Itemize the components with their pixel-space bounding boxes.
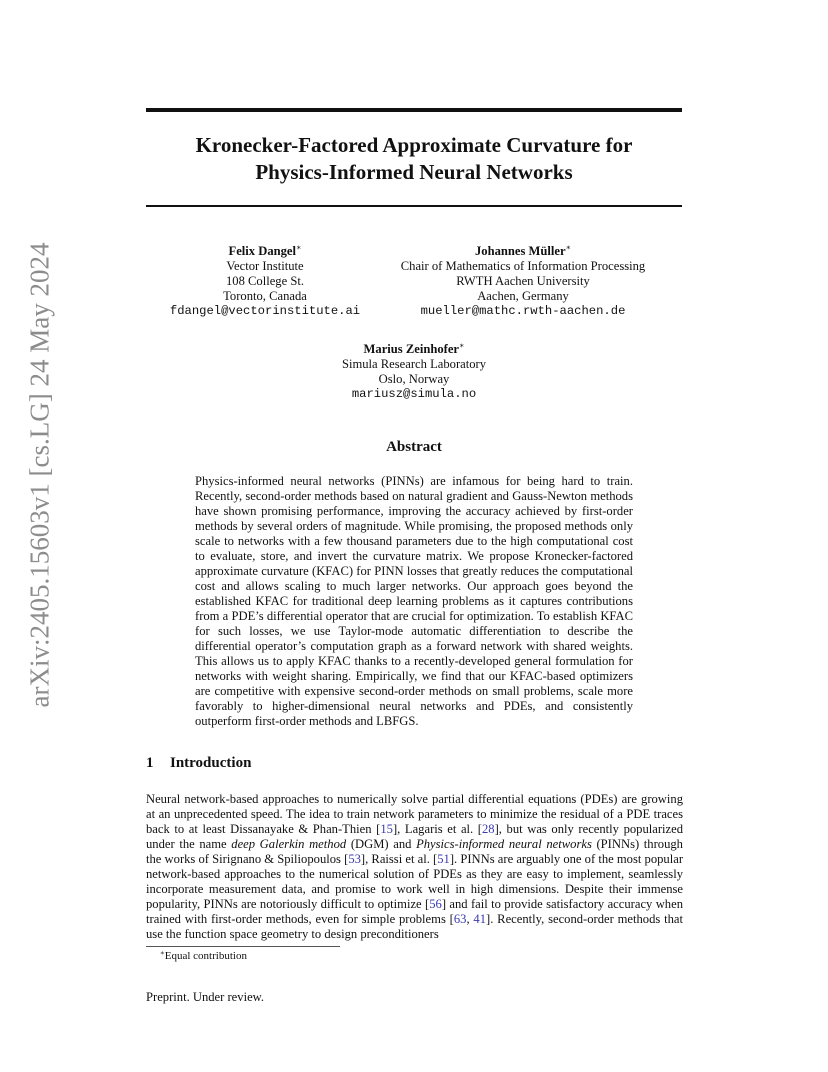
preprint-note: Preprint. Under review. bbox=[146, 990, 265, 1004]
text-run: ]. Recently, second-order methods that use the function space geometry to design preconditioners bbox=[146, 912, 684, 941]
citation-link[interactable]: 28 bbox=[482, 822, 495, 836]
author-block bbox=[150, 244, 380, 319]
paper-title bbox=[146, 132, 682, 186]
author-affiliation: Oslo, Norway bbox=[378, 372, 450, 386]
emphasized-term: Physics-informed neural networks bbox=[416, 837, 592, 851]
section-number: 1 bbox=[146, 755, 154, 771]
citation-link[interactable]: 56 bbox=[429, 897, 442, 911]
author-name: Marius Zeinhofer bbox=[363, 342, 460, 356]
title-line: Kronecker-Factored Approximate Curvature for bbox=[195, 133, 633, 157]
author-affiliation: RWTH Aachen University bbox=[456, 274, 590, 288]
author-affiliation: Aachen, Germany bbox=[477, 289, 569, 303]
text-run: ]. PINNs are arguably one of the most popular network-based approaches to the numerical solution of PDEs as they are easy to implement, seamlessly incorporate measurement data, and promise to work well in high dimensions. Despite their immense popularity, PINNs are notoriously difficult to optimize [ bbox=[146, 852, 684, 911]
author-block bbox=[380, 244, 666, 319]
text-run: ], but was only recently popularized under the name bbox=[146, 822, 684, 851]
top-rule bbox=[146, 108, 682, 112]
citation-link[interactable]: 15 bbox=[380, 822, 393, 836]
author-block bbox=[300, 342, 528, 402]
author-email[interactable]: fdangel@vectorinstitute.ai bbox=[169, 304, 361, 318]
emphasized-term: deep Galerkin method bbox=[231, 837, 347, 851]
footnote-rule bbox=[146, 946, 340, 947]
text-run: ], Lagaris et al. [ bbox=[392, 822, 482, 836]
text-run: (PINNs) through the works of Sirignano & Spiliopoulos [ bbox=[146, 837, 683, 866]
footnote bbox=[160, 950, 247, 962]
text-run: (DGM) and bbox=[346, 837, 417, 851]
abstract-heading: Abstract bbox=[386, 439, 442, 455]
text-run: , bbox=[466, 912, 474, 926]
abstract-text: Physics-informed neural networks (PINNs) are infamous for being hard to train. Recently, second-order methods based on natural gradient and Gauss-Newton methods have shown promising performance, improving the accuracy achieved by first-order methods by several orders of magnitude. While promising, the proposed methods only scale to networks with a few thousand parameters due to the high computational cost to evaluate, store, and invert the curvature matrix. We propose Kronecker-factored approximate curvature (KFAC) for PINN losses that greatly reduces the computational cost and allows scaling to much larger networks. Our approach goes beyond the established KFAC for traditional deep learning problems as it captures contributions from a PDE’s differential operator that are crucial for optimization. To establish KFAC for such losses, we use Taylor-mode automatic differentiation to describe the differential operator’s computation graph as a forward network with shared weights. This allows us to apply KFAC thanks to a recently-developed general formulation for networks with weight sharing. Empirically, we find that our KFAC-based optimizers are competitive with expensive second-order methods on small problems, scale more favorably to higher-dimensional neural networks and PDEs, and consistently outperform first-order methods and LBFGS. bbox=[195, 474, 633, 728]
title-line: Physics-Informed Neural Networks bbox=[255, 160, 573, 184]
equal-contribution-mark: ∗ bbox=[296, 243, 302, 252]
equal-contribution-mark: ∗ bbox=[459, 341, 465, 350]
author-affiliation: Toronto, Canada bbox=[223, 289, 307, 303]
footnote-text: Equal contribution bbox=[164, 950, 247, 962]
section-heading bbox=[146, 755, 251, 772]
citation-link[interactable]: 63 bbox=[453, 912, 467, 926]
author-affiliation: Vector Institute bbox=[226, 259, 304, 273]
citation-link[interactable]: 53 bbox=[348, 852, 361, 866]
footnote-mark: ∗ bbox=[160, 949, 165, 957]
introduction-paragraph bbox=[146, 792, 683, 942]
arxiv-identifier-stamp: arXiv:2405.15603v1 [cs.LG] 24 May 2024 bbox=[24, 242, 55, 708]
author-name: Johannes Müller bbox=[474, 244, 566, 258]
section-title: Introduction bbox=[170, 755, 252, 771]
author-name: Felix Dangel bbox=[228, 244, 297, 258]
author-email[interactable]: mueller@mathc.rwth-aachen.de bbox=[420, 304, 626, 318]
author-affiliation: Chair of Mathematics of Information Processing bbox=[400, 259, 646, 273]
text-run: Neural network-based approaches to numerically solve partial differential equations (PDEs) are growing at an unprecedented speed. The idea to train network parameters to minimize the residual of a PDE traces back to at least Dissanayake & Phan-Thien [ bbox=[146, 792, 683, 836]
citation-link[interactable]: 51 bbox=[437, 852, 450, 866]
title-rule bbox=[146, 205, 682, 207]
author-affiliation: 108 College St. bbox=[225, 274, 304, 288]
text-run: ] and fail to provide satisfactory accuracy when trained with first-order methods, even for simple problems [ bbox=[146, 897, 683, 926]
equal-contribution-mark: ∗ bbox=[565, 243, 572, 252]
author-email[interactable]: mariusz@simula.no bbox=[351, 387, 477, 401]
author-affiliation: Simula Research Laboratory bbox=[341, 357, 487, 371]
text-run: ], Raissi et al. [ bbox=[360, 852, 438, 866]
citation-link[interactable]: 41 bbox=[473, 912, 487, 926]
